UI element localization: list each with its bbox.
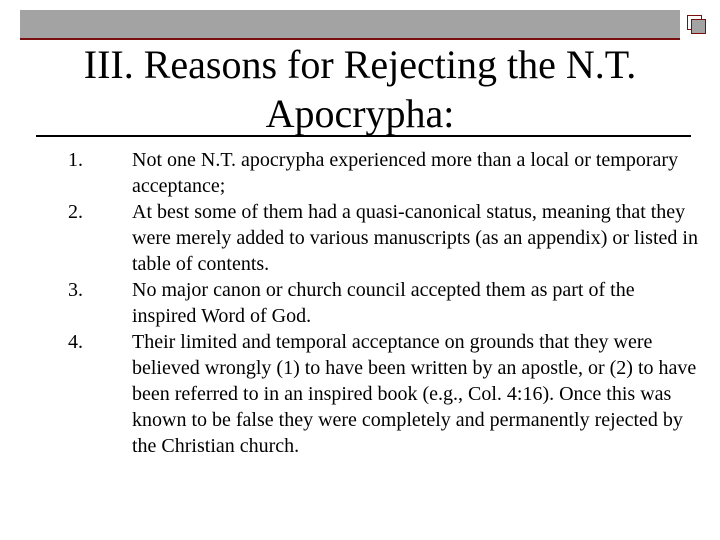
- list-item-number: 1.: [68, 149, 83, 171]
- list-item-number: 3.: [68, 279, 83, 301]
- slide-title-line-1: III. Reasons for Rejecting the N.T.: [83, 42, 637, 87]
- list-item-number: 4.: [68, 331, 83, 353]
- list-item-number: 2.: [68, 201, 83, 223]
- slide-title-line-2: Apocrypha:: [265, 91, 455, 136]
- list-item-text: No major canon or church council accepted them as part of the inspired Word of God.: [132, 279, 635, 327]
- list-item: [40, 277, 700, 329]
- list-item-text: Their limited and temporal acceptance on grounds that they were believed wrongly (1) to have been written by an apostle, or (2) to have been referred to in an inspired book (e.g., Col. 4:16). Once this was known to be false they were completely and permanently rejected by the Christian church.: [132, 331, 697, 457]
- list-item-text: At best some of them had a quasi-canonical status, meaning that they were merely added to various manuscripts (as an appendix) or listed in table of contents.: [132, 201, 698, 275]
- reasons-list: [40, 147, 700, 459]
- list-item: [40, 147, 700, 199]
- corner-decoration-inner: [691, 19, 706, 34]
- list-item-text: Not one N.T. apocrypha experienced more than a local or temporary acceptance;: [132, 149, 679, 197]
- header-bar: [20, 10, 680, 40]
- list-item: [40, 329, 700, 459]
- slide-title: [40, 40, 680, 138]
- list-item: [40, 199, 700, 277]
- title-divider: [36, 135, 691, 137]
